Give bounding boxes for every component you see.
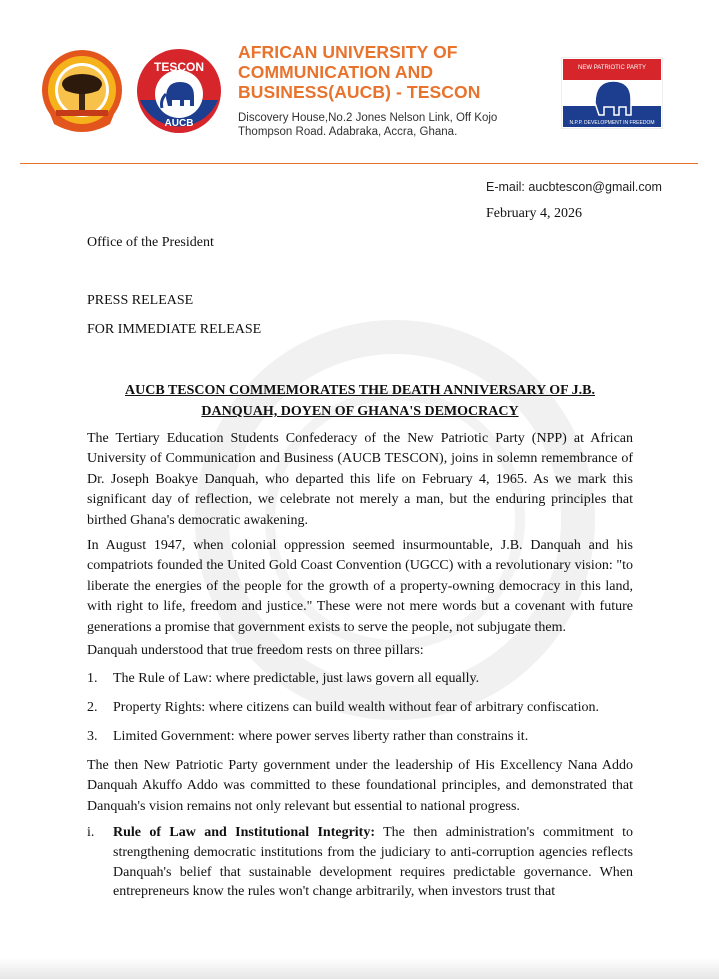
tescon-logo-bottom-text: AUCB <box>164 118 194 129</box>
pillar-text: Property Rights: where citizens can build wealth without fear of arbitrary confiscation. <box>113 700 599 715</box>
university-name: AFRICAN UNIVERSITY OF COMMUNICATION AND BUSINESS(AUCB) - TESCON <box>238 42 481 102</box>
subsection-body <box>113 823 633 902</box>
page-bottom-shadow <box>0 958 719 979</box>
letterhead <box>238 42 538 139</box>
tescon-logo-top-text: TESCON <box>153 60 205 74</box>
pillar-item <box>87 698 599 718</box>
subsection-heading: Rule of Law and Institutional Integrity: <box>113 825 375 840</box>
office-line: Office of the President <box>87 235 214 250</box>
aucb-logo <box>40 48 124 132</box>
npp-flag-bottom-text: N.P.P. DEVELOPMENT IN FREEDOM <box>569 120 655 126</box>
paragraph-npp-government: The then New Patriotic Party government under the leadership of His Excellency Nana Addo Danquah Akuffo Addo was committed to these foundational principles, and demonstrated that Danquah's vision remains not only relevant but essential to national progress. <box>87 758 633 814</box>
pillar-number: 2. <box>87 700 98 715</box>
pillar-number: 3. <box>87 729 98 744</box>
pillar-text: Limited Government: where power serves liberty rather than constrains it. <box>113 729 529 744</box>
release-title: AUCB TESCON COMMEMORATES THE DEATH ANNIVERSARY OF J.B. DANQUAH, DOYEN OF GHANA'S DEMOCRACY <box>125 383 595 419</box>
press-release-label: PRESS RELEASE <box>87 293 194 308</box>
npp-flag-top-text: NEW PATRIOTIC PARTY <box>578 65 646 71</box>
immediate-release-label: FOR IMMEDIATE RELEASE <box>87 322 262 337</box>
email-line: E-mail: aucbtescon@gmail.com <box>486 180 662 194</box>
paragraph-intro: The Tertiary Education Students Confederacy of the New Patriotic Party (NPP) at African University of Communication and Business (AUCB TESCON), joins in solemn remembrance of Dr. Joseph Boakye Danquah, who departed this life on February 4, 1965. As we mark this significant day of reflection, we celebrate not merely a man, but the enduring principles that birthed Ghana's democratic awakening. <box>87 431 633 528</box>
npp-flag-logo <box>561 57 663 129</box>
university-address: Discovery House,No.2 Jones Nelson Link, Off Kojo Thompson Road. Adabraka, Accra, Ghana. <box>238 112 498 138</box>
pillar-number: 1. <box>87 671 98 686</box>
letter-date: February 4, 2026 <box>486 206 583 221</box>
subsection-numeral: i. <box>87 825 95 840</box>
paragraph-pillars-intro: Danquah understood that true freedom rests on three pillars: <box>87 643 424 658</box>
letterhead-divider <box>20 163 698 164</box>
paragraph-history: In August 1947, when colonial oppression seemed insurmountable, J.B. Danquah and his compatriots founded the United Gold Coast Convention (UGCC) with a revolutionary vision: "to liberate the energies of the people for the growth of a property-owning democracy in this land, with right to life, freedom and justice." These were not mere words but a covenant with future generations a promise that government exists to serve the people, not subjugate them. <box>87 538 633 635</box>
pillar-item <box>87 727 528 747</box>
pillar-text: The Rule of Law: where predictable, just laws govern all equally. <box>113 671 480 686</box>
tescon-logo <box>136 48 222 134</box>
pillar-item <box>87 669 479 689</box>
subsection-text: The then administration's commitment to strengthening democratic institutions from the judiciary to anti-corruption agencies reflects Danquah's belief that sustainable development requires predictable governance. When entrepreneurs know the rules won't change arbitrarily, when investors trust that <box>113 825 633 900</box>
subsection-rule-of-law <box>87 823 633 902</box>
